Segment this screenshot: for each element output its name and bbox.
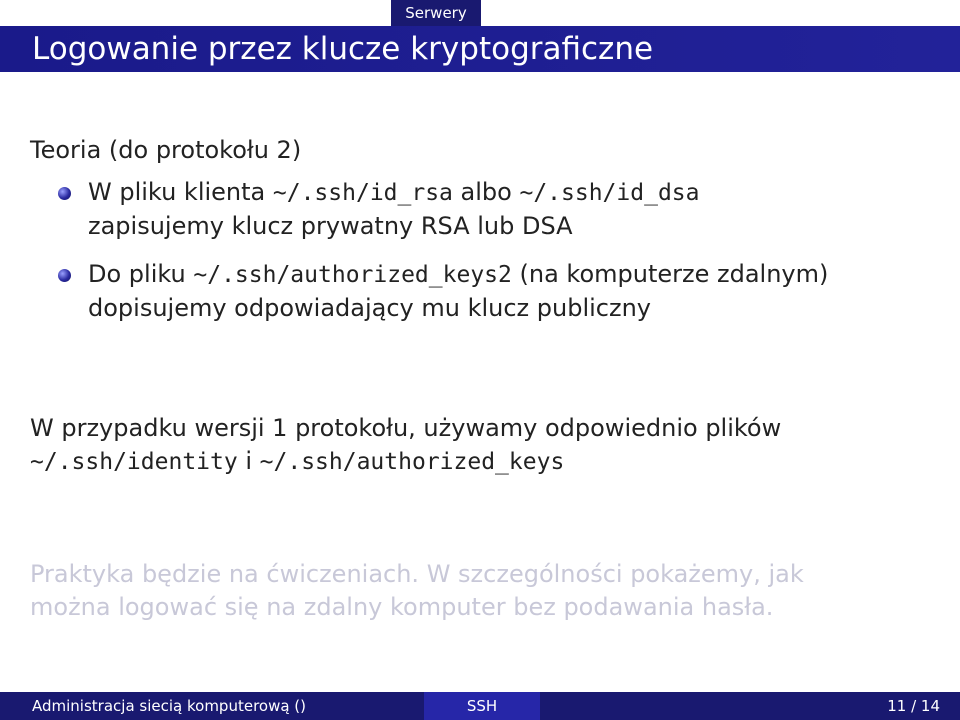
footer-course-title: Administracja siecią komputerową (): [0, 692, 424, 720]
top-bar-right-spacer: [481, 0, 960, 26]
protocol-1-code-authkeys: ~/.ssh/authorized_keys: [259, 449, 565, 475]
footer-page-number: 11 / 14: [540, 692, 960, 720]
protocol-1-paragraph: [30, 412, 781, 479]
section-indicator[interactable]: Serwery: [391, 0, 481, 26]
bullet-1-connector: albo: [452, 178, 520, 206]
bullet-1-line2: zapisujemy klucz prywatny RSA lub DSA: [88, 212, 573, 240]
bullet-ball-icon: [58, 269, 71, 282]
practice-paragraph: [30, 558, 804, 624]
bullet-ball-icon: [58, 187, 71, 200]
protocol-1-code-identity: ~/.ssh/identity: [30, 449, 238, 475]
bullet-2-suffix: (na komputerze zdalnym): [511, 260, 829, 288]
footer-topic: SSH: [424, 692, 540, 720]
protocol-1-connector: i: [237, 447, 260, 475]
bullet-2-prefix: Do pliku: [88, 260, 194, 288]
footline: [0, 692, 960, 720]
frame-title: Logowanie przez klucze kryptograficzne: [32, 31, 654, 67]
bullet-text-1: [88, 176, 948, 243]
top-bar-left-spacer: [0, 0, 391, 26]
bullet-1-code-dsa: ~/.ssh/id_dsa: [519, 180, 700, 206]
bullet-2-code-authkeys2: ~/.ssh/authorized_keys2: [193, 262, 512, 288]
bullet-1-prefix: W pliku klienta: [88, 178, 273, 206]
theory-heading: Teoria (do protokołu 2): [30, 136, 302, 164]
bullet-2-line2: dopisujemy odpowiadający mu klucz publiczny: [88, 294, 652, 322]
top-navigation-bar: [0, 0, 960, 26]
practice-line2: można logować się na zdalny komputer bez podawania hasła.: [30, 593, 774, 621]
practice-line1: Praktyka będzie na ćwiczeniach. W szczególności pokażemy, jak: [30, 560, 804, 588]
bullet-1-code-rsa: ~/.ssh/id_rsa: [272, 180, 453, 206]
frame-title-bar: [0, 26, 960, 72]
bullet-text-2: [88, 258, 948, 325]
protocol-1-line1: W przypadku wersji 1 protokołu, używamy odpowiednio plików: [30, 414, 782, 442]
